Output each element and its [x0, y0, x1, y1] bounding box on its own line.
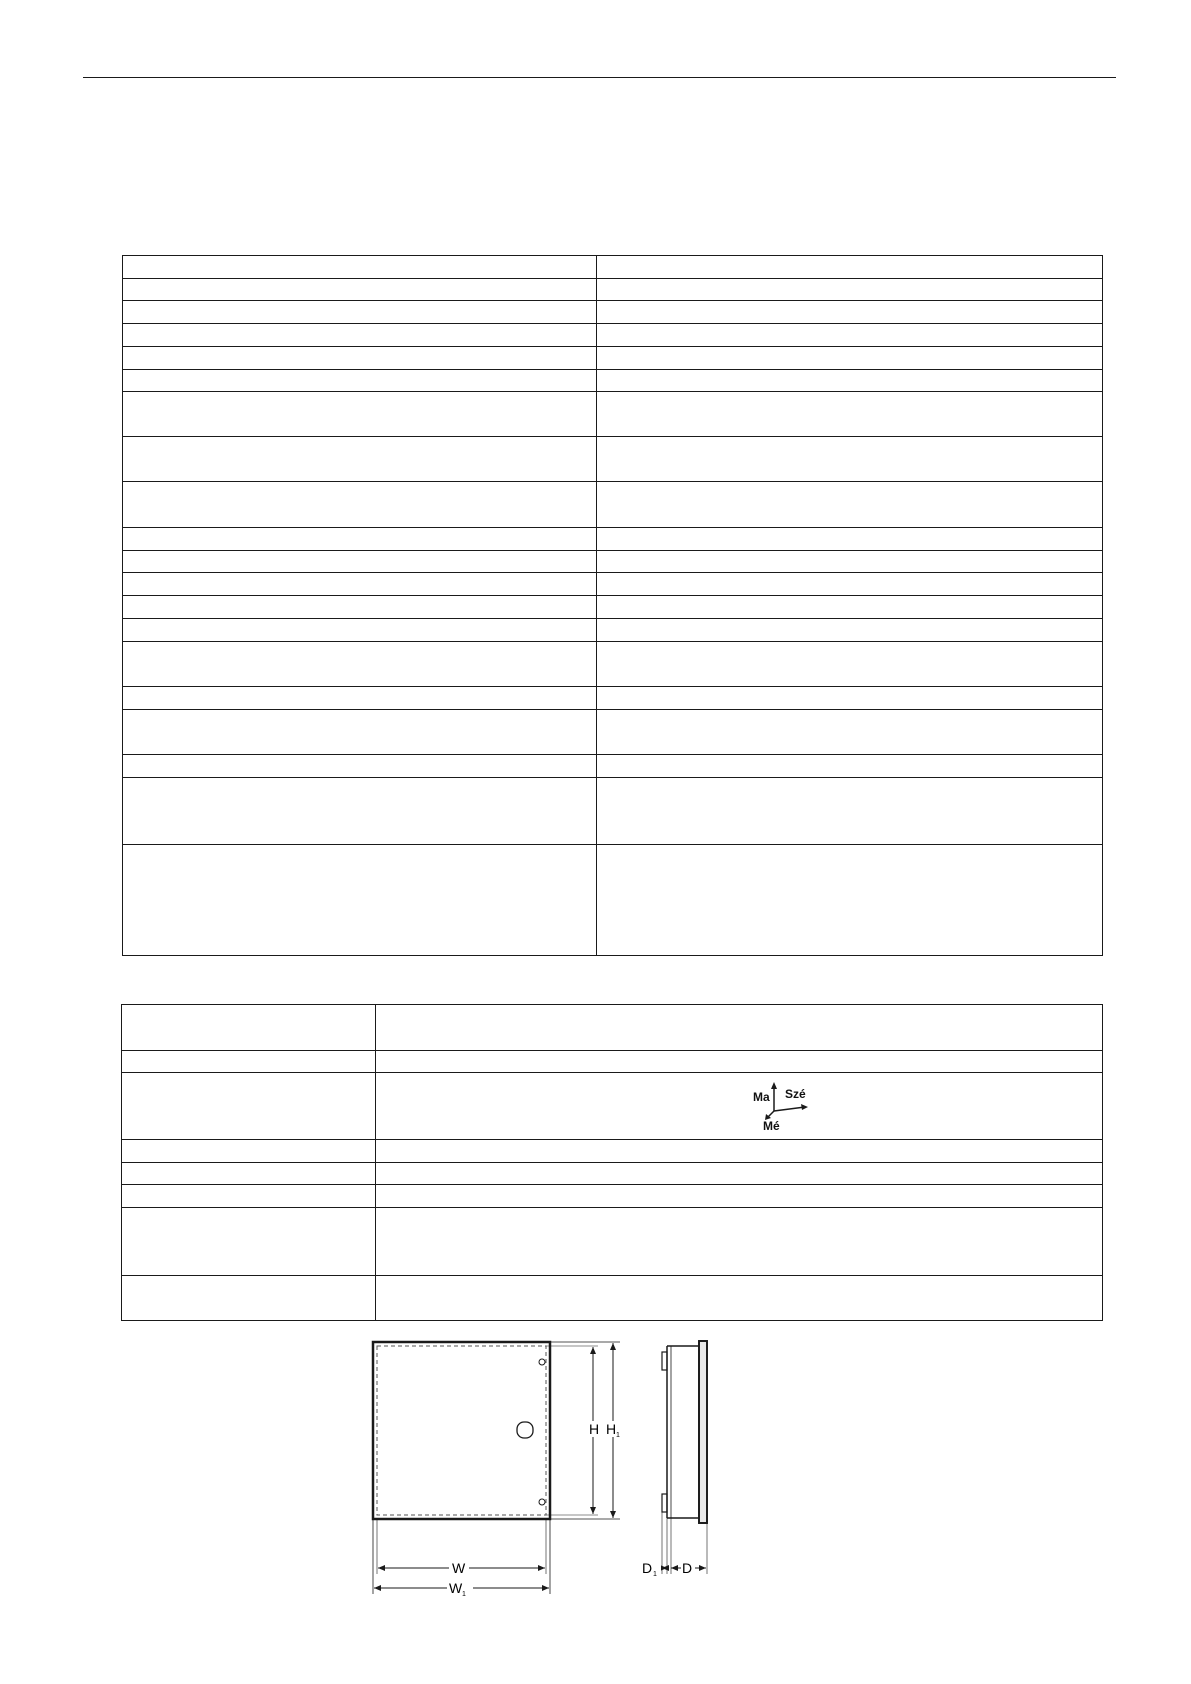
table-row	[123, 596, 1103, 619]
outer-width-label: W	[449, 1580, 463, 1596]
table-cell-label	[123, 619, 597, 642]
header-rule	[83, 77, 1116, 78]
table-cell-label	[122, 1208, 376, 1276]
table-cell-value	[597, 845, 1103, 956]
table-cell-value	[597, 551, 1103, 573]
table-cell-label	[123, 482, 597, 528]
table-cell-value	[597, 370, 1103, 392]
table-cell-value	[376, 1005, 1103, 1051]
table-row	[122, 1140, 1103, 1163]
table-cell-value	[376, 1140, 1103, 1163]
table-row	[122, 1185, 1103, 1208]
table-row	[122, 1163, 1103, 1185]
table-cell-value	[597, 596, 1103, 619]
table-cell-value	[376, 1051, 1103, 1073]
table-cell-label	[123, 347, 597, 370]
table-row	[123, 301, 1103, 324]
table-cell-value	[597, 573, 1103, 596]
table-cell-value	[597, 279, 1103, 301]
table-cell-value	[597, 324, 1103, 347]
lock-keyhole	[517, 1422, 533, 1438]
table-row	[123, 437, 1103, 482]
outer-width-subscript: 1	[462, 1591, 466, 1598]
table-row	[123, 710, 1103, 755]
table-cell-label	[123, 324, 597, 347]
table-cell-label	[122, 1051, 376, 1073]
table-cell-label	[123, 845, 597, 956]
height-label: H	[589, 1421, 600, 1437]
side-view-drawing	[641, 1341, 707, 1578]
door-depth-subscript: 1	[653, 1571, 657, 1578]
table-cell-value	[597, 256, 1103, 279]
table-row	[123, 528, 1103, 551]
table-row	[123, 573, 1103, 596]
table-cell-value	[376, 1073, 1103, 1140]
enclosure-outline	[373, 1342, 550, 1519]
table-row	[123, 551, 1103, 573]
table-row	[123, 324, 1103, 347]
table-cell-value	[597, 778, 1103, 845]
table-row	[122, 1051, 1103, 1073]
table-cell-label	[123, 528, 597, 551]
front-view-drawing	[373, 1342, 624, 1598]
table-cell-label	[122, 1276, 376, 1321]
table-cell-label	[123, 256, 597, 279]
table-row	[123, 256, 1103, 279]
table-cell-label	[122, 1005, 376, 1051]
table-row	[123, 347, 1103, 370]
table-row	[122, 1276, 1103, 1321]
table-cell-value	[597, 619, 1103, 642]
table-cell-value	[597, 687, 1103, 710]
table-cell-value	[597, 392, 1103, 437]
table-row	[123, 642, 1103, 687]
table-row	[123, 687, 1103, 710]
table-cell-label	[123, 551, 597, 573]
table-cell-value	[597, 437, 1103, 482]
table-cell-label	[123, 778, 597, 845]
table-row	[123, 482, 1103, 528]
table-cell-value	[597, 347, 1103, 370]
table-cell-label	[123, 710, 597, 755]
table-row	[123, 755, 1103, 778]
table-cell-value	[597, 755, 1103, 778]
hinge-screw-bottom	[539, 1499, 545, 1505]
table-cell-label	[123, 279, 597, 301]
table-cell-value	[597, 528, 1103, 551]
table-row	[122, 1005, 1103, 1051]
outer-height-label: H	[606, 1421, 617, 1437]
table-cell-label	[123, 755, 597, 778]
specification-table-1	[122, 255, 1103, 956]
table-cell-label	[123, 392, 597, 437]
table-row	[123, 845, 1103, 956]
table-cell-value	[376, 1276, 1103, 1321]
table-cell-value	[376, 1163, 1103, 1185]
width-label: W	[452, 1560, 466, 1576]
table-cell-label	[123, 687, 597, 710]
table-cell-label	[122, 1185, 376, 1208]
depth-label: D	[682, 1560, 693, 1576]
table-row	[123, 392, 1103, 437]
table-row	[123, 279, 1103, 301]
table-cell-label	[123, 301, 597, 324]
axis-label-front: Mé	[763, 1119, 780, 1133]
table-row	[122, 1073, 1103, 1140]
door-depth-label: D	[642, 1560, 653, 1576]
table-row	[123, 619, 1103, 642]
axis-label-right: Szé	[785, 1087, 806, 1101]
orientation-axis-legend	[750, 1081, 820, 1135]
outer-height-subscript: 1	[616, 1432, 620, 1439]
table-row	[122, 1208, 1103, 1276]
table-cell-label	[122, 1163, 376, 1185]
door-outline-dashed	[377, 1346, 546, 1515]
table-cell-label	[123, 370, 597, 392]
table-cell-value	[376, 1185, 1103, 1208]
table-cell-value	[597, 642, 1103, 687]
table-cell-value	[376, 1208, 1103, 1276]
table-cell-label	[122, 1140, 376, 1163]
table-cell-value	[597, 301, 1103, 324]
table-cell-label	[123, 596, 597, 619]
table-cell-label	[123, 642, 597, 687]
table-cell-label	[123, 573, 597, 596]
axis-label-up: Ma	[753, 1090, 770, 1104]
table-row	[123, 778, 1103, 845]
table-row	[123, 370, 1103, 392]
table-cell-value	[597, 710, 1103, 755]
hinge-screw-top	[539, 1359, 545, 1365]
specification-table-2	[121, 1004, 1103, 1321]
table-cell-label	[122, 1073, 376, 1140]
table-cell-value	[597, 482, 1103, 528]
table-cell-label	[123, 437, 597, 482]
enclosure-dimension-drawings	[360, 1340, 760, 1600]
